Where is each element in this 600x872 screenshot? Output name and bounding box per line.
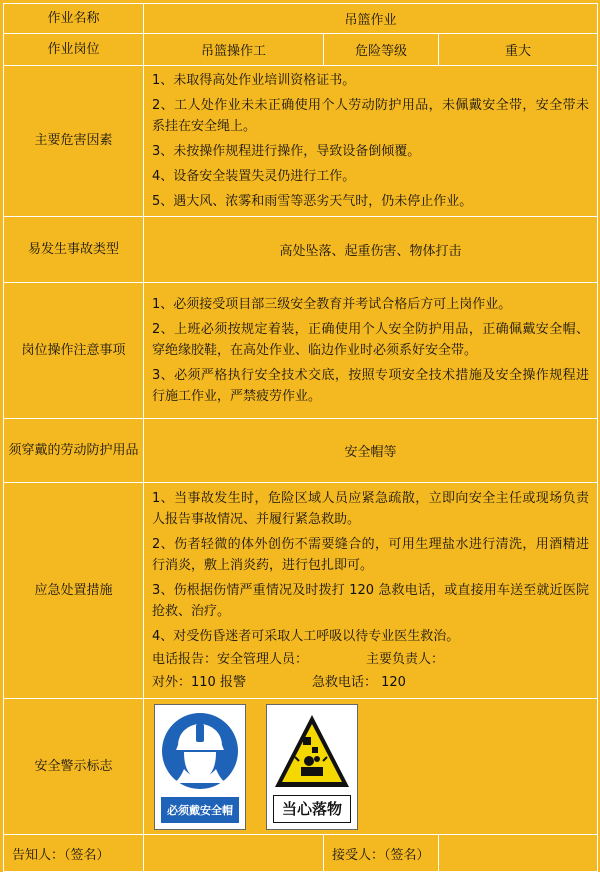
sign-label: 必须戴安全帽 bbox=[161, 797, 239, 823]
accident-types-value: 高处坠落、起重伤害、物体打击 bbox=[144, 217, 598, 283]
contact-line bbox=[152, 672, 589, 693]
signs-label: 安全警示标志 bbox=[4, 699, 144, 835]
hazard-item: 1、未取得高处作业培训资格证书。 bbox=[152, 73, 356, 88]
receiver-blank[interactable] bbox=[439, 835, 598, 872]
must-wear-helmet-sign bbox=[154, 704, 246, 830]
job-post-row bbox=[4, 34, 598, 66]
ppe-row bbox=[4, 419, 598, 483]
job-post-value: 吊篮操作工 bbox=[144, 34, 324, 66]
job-post-label: 作业岗位 bbox=[4, 34, 144, 66]
hazard-item: 3、未按操作规程进行操作，导致设备倒倾覆。 bbox=[152, 144, 421, 159]
accident-types-row bbox=[4, 217, 598, 283]
emergency-label: 应急处置措施 bbox=[4, 483, 144, 699]
signs-cell bbox=[144, 699, 598, 835]
job-safety-card bbox=[3, 3, 598, 872]
hazard-item: 4、设备安全装置失灵仍进行工作。 bbox=[152, 169, 356, 184]
risk-level-value: 重大 bbox=[439, 34, 598, 66]
first-aid-call: 急救电话： 120 bbox=[311, 675, 406, 690]
precaution-item: 2、上班必须按规定着装，正确使用个人安全防护用品，正确佩戴安全帽、穿绝缘胶鞋，在高处作业、临边作业时必须系好安全带。 bbox=[152, 322, 590, 358]
emergency-item: 1、当事故发生时，危险区域人员应紧急疏散，立即向安全主任或现场负责人报告事故情况、并履行紧急救助。 bbox=[152, 491, 590, 527]
precautions-label: 岗位操作注意事项 bbox=[4, 283, 144, 419]
signature-row bbox=[4, 835, 598, 872]
precautions-list bbox=[144, 283, 598, 419]
signs-row bbox=[4, 699, 598, 835]
job-name-value: 吊篮作业 bbox=[144, 4, 598, 34]
falling-objects-sign bbox=[266, 704, 358, 830]
phone-report: 电话报告：安全管理人员： bbox=[152, 652, 309, 667]
emergency-list bbox=[144, 483, 598, 699]
precaution-item: 3、必须严格执行安全技术交底，按照专项安全技术措施及安全操作规程进行施工作业，严禁疲劳作业。 bbox=[152, 368, 590, 404]
emergency-item: 4、对受伤昏迷者可采取人工呼吸以待专业医生救治。 bbox=[152, 629, 460, 644]
hazard-item: 2、工人处作业未未正确使用个人劳动防护用品，未佩戴安全带，安全带未系挂在安全绳上。 bbox=[152, 98, 590, 134]
hazard-item: 5、遇大风、浓雾和雨雪等恶劣天气时，仍未停止作业。 bbox=[152, 194, 473, 209]
external-call: 对外：110 报警 bbox=[152, 675, 246, 690]
emergency-row bbox=[4, 483, 598, 699]
accident-types-label: 易发生事故类型 bbox=[4, 217, 144, 283]
receiver-signature: 接受人：（签名） bbox=[324, 835, 439, 872]
job-name-label: 作业名称 bbox=[4, 4, 144, 34]
falling-object-warning-icon bbox=[271, 709, 353, 793]
emergency-item: 3、伤根据伤情严重情况及时拨打 120 急救电话，或直接用车送至就近医院抢救、治疗。 bbox=[152, 583, 590, 619]
risk-level-label: 危险等级 bbox=[324, 34, 439, 66]
hazards-label: 主要危害因素 bbox=[4, 66, 144, 217]
helmet-icon bbox=[159, 709, 241, 793]
emergency-item: 2、伤者轻微的体外创伤不需要缝合的，可用生理盐水进行清洗，用酒精进行消炎，敷上消炎药，进行包扎即可。 bbox=[152, 537, 590, 573]
contact-line bbox=[152, 649, 589, 670]
notifier-signature: 告知人：（签名） bbox=[4, 835, 144, 872]
ppe-label: 须穿戴的劳动防护用品 bbox=[4, 419, 144, 483]
hazards-list bbox=[144, 66, 598, 217]
sign-label: 当心落物 bbox=[273, 795, 351, 823]
ppe-value: 安全帽等 bbox=[144, 419, 598, 483]
hazards-row bbox=[4, 66, 598, 217]
precautions-row bbox=[4, 283, 598, 419]
main-person: 主要负责人： bbox=[366, 652, 445, 667]
job-name-row bbox=[4, 4, 598, 34]
precaution-item: 1、必须接受项目部三级安全教育并考试合格后方可上岗作业。 bbox=[152, 297, 512, 312]
notifier-blank[interactable] bbox=[144, 835, 324, 872]
